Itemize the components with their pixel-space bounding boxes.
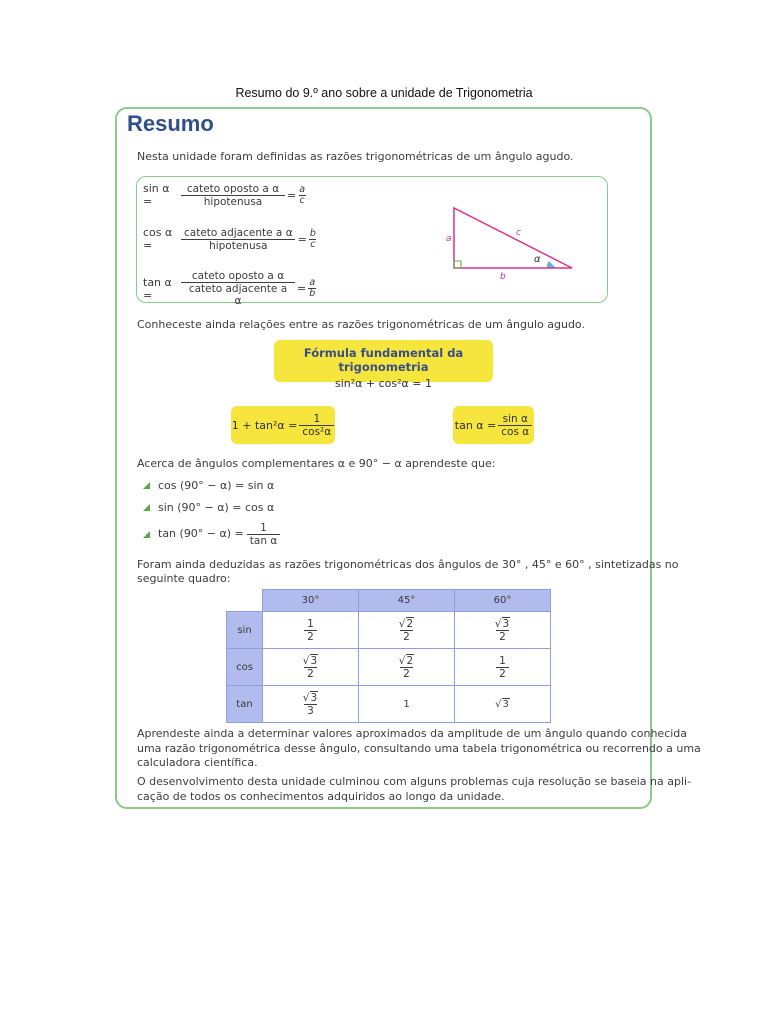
fundamental-formula-title: Fórmula fundamental da trigonometria (303, 346, 464, 374)
closing-line: calculadora científica. (137, 756, 258, 769)
sin-60-value: $\frac{√3}{2}$ (494, 617, 510, 643)
cos-ratio (309, 229, 317, 250)
tan-fraction (181, 270, 295, 307)
sin-45-value: $\frac{√2}{2}$ (398, 617, 414, 643)
closing-line: O desenvolvimento desta unidade culminou com alguns problemas cuja resolução se baseia na apli- (137, 775, 692, 788)
right-angle-marker (454, 261, 461, 268)
identity1-den: cos²α (299, 425, 334, 438)
cos-60-value: $\frac{1}{2}$ (496, 655, 509, 680)
trig-values-table (226, 589, 551, 723)
tan-lhs: tan α = (143, 275, 172, 302)
sin-ratio (298, 185, 306, 206)
cos-fraction (181, 227, 296, 252)
complementary-item (143, 479, 274, 494)
cos-numerator: cateto adjacente a α (184, 226, 293, 239)
table-column-header: 30° (263, 590, 359, 612)
identity1-lhs: 1 + tan²α = (231, 418, 298, 432)
table-cell (359, 686, 455, 723)
identity2-den: cos α (498, 425, 532, 438)
table-cell (455, 686, 551, 723)
sin-ratio-den: c (299, 194, 305, 206)
cos-ratio-den: c (310, 238, 316, 250)
table-row-header: sin (227, 612, 263, 649)
table-intro-line2: seguinte quadro: (137, 572, 231, 585)
table-column-header: 60° (455, 590, 551, 612)
tan-numerator: cateto oposto a α (191, 270, 285, 282)
complementary-item-text: tan (90° − α) = (158, 527, 244, 541)
complementary-fraction (247, 522, 280, 547)
table-cell (455, 649, 551, 686)
closing-line: uma razão trigonométrica desse ângulo, consultando uma tabela trigonométrica ou recorrendo a uma (137, 741, 701, 755)
table-header-row (227, 590, 551, 612)
page-title: Resumo do 9.º ano sobre a unidade de Trigonometria (235, 86, 533, 100)
table-cell (263, 649, 359, 686)
identity2-num: sin α (502, 412, 528, 425)
complementary-item (143, 522, 280, 547)
sin-ratio-num: a (299, 183, 306, 195)
identity2-fraction (498, 413, 532, 438)
tan-ratio-den: b (309, 288, 316, 299)
table-cell (263, 686, 359, 723)
bullet-icon (143, 482, 150, 489)
fundamental-formula: sin²α + cos²α = 1 (334, 377, 432, 390)
complementary-item-text: cos (90° − α) = sin α (158, 479, 275, 492)
complementary-fraction-den: tan α (247, 534, 280, 547)
angle-alpha-label: α (534, 254, 541, 265)
sin-30-value: $\frac{1}{2}$ (304, 618, 317, 643)
table-corner (227, 590, 263, 612)
fundamental-formula-box (274, 340, 493, 390)
cos-ratio-num: b (309, 227, 316, 239)
table-cell (263, 612, 359, 649)
panel-border-gap (652, 446, 656, 456)
tan-60-value: √3 (495, 698, 509, 710)
summary-heading: Resumo (127, 111, 214, 136)
closing-line: Aprendeste ainda a determinar valores aproximados da amplitude de um ângulo quando conhecida (137, 727, 688, 740)
angle-alpha-marker (547, 261, 556, 268)
table-row-header: tan (227, 686, 263, 723)
tan-definition: tan α = $\frac{\text{cateto oposto a α}}{\text{cateto adjacente a α}}$ = $\frac{a}{b}$ (143, 270, 316, 307)
cos-denominator: hipotenusa (181, 239, 295, 252)
identity-tan-ratio-box (453, 406, 534, 444)
table-row (227, 686, 551, 723)
identity1-num: 1 (313, 412, 321, 425)
sin-numerator: cateto oposto a α (186, 182, 280, 195)
tan-denominator: cateto adjacente a α (181, 282, 295, 307)
right-triangle-diagram (440, 200, 590, 285)
closing-paragraph-2 (137, 775, 691, 804)
identity1-fraction (299, 413, 334, 438)
side-c-label: c (516, 228, 521, 238)
table-cell (455, 612, 551, 649)
table-row (227, 649, 551, 686)
closing-line: cação de todos os conhecimentos adquiridos ao longo da unidade. (137, 789, 505, 803)
complementary-item (143, 501, 274, 516)
relations-text: Conheceste ainda relações entre as razões trigonométricas de um ângulo agudo. (137, 318, 585, 331)
closing-paragraph-1 (137, 727, 701, 771)
tan-ratio-num: a (309, 277, 316, 288)
bullet-icon (143, 504, 150, 511)
complementary-fraction-num: 1 (260, 522, 267, 534)
tan-ratio (308, 278, 316, 299)
sin-definition: sin α = $\frac{\text{cateto oposto a α}}{\text{hipotenusa}}$ = $\frac{a}{c}$ (143, 182, 306, 208)
triangle-shape (454, 208, 572, 268)
side-a-label: a (446, 234, 452, 244)
sin-denominator: hipotenusa (181, 195, 285, 208)
intro-text: Nesta unidade foram definidas as razões trigonométricas de um ângulo agudo. (137, 150, 574, 163)
sin-fraction (181, 183, 285, 208)
cos-definition: cos α = $\frac{\text{cateto adjacente a α}}{\text{hipotenusa}}$ = $\frac{b}{c}$ (143, 226, 316, 252)
table-intro-line1: Foram ainda deduzidas as razões trigonométricas dos ângulos de 30° , 45° e 60° , sintetizadas no (137, 558, 679, 571)
tan-30-value: $\frac{√3}{3}$ (302, 691, 318, 717)
cos-lhs: cos α = (143, 226, 173, 252)
side-b-label: b (500, 272, 506, 282)
cos-30-value: $\frac{√3}{2}$ (302, 654, 318, 680)
complementary-item-text: sin (90° − α) = cos α (158, 501, 275, 514)
cos-45-value: $\frac{√2}{2}$ (398, 654, 414, 680)
table-row-header: cos (227, 649, 263, 686)
bullet-icon (143, 531, 150, 538)
table-cell (359, 649, 455, 686)
identity2-lhs: tan α = (454, 418, 497, 432)
tan-45-value: 1 (403, 698, 410, 710)
table-row (227, 612, 551, 649)
sin-lhs: sin α = (143, 182, 170, 208)
table-column-header: 45° (359, 590, 455, 612)
identity-tan-squared-box (231, 406, 335, 444)
table-cell (359, 612, 455, 649)
complementary-text: Acerca de ângulos complementares α e 90° − α aprendeste que: (137, 457, 496, 470)
